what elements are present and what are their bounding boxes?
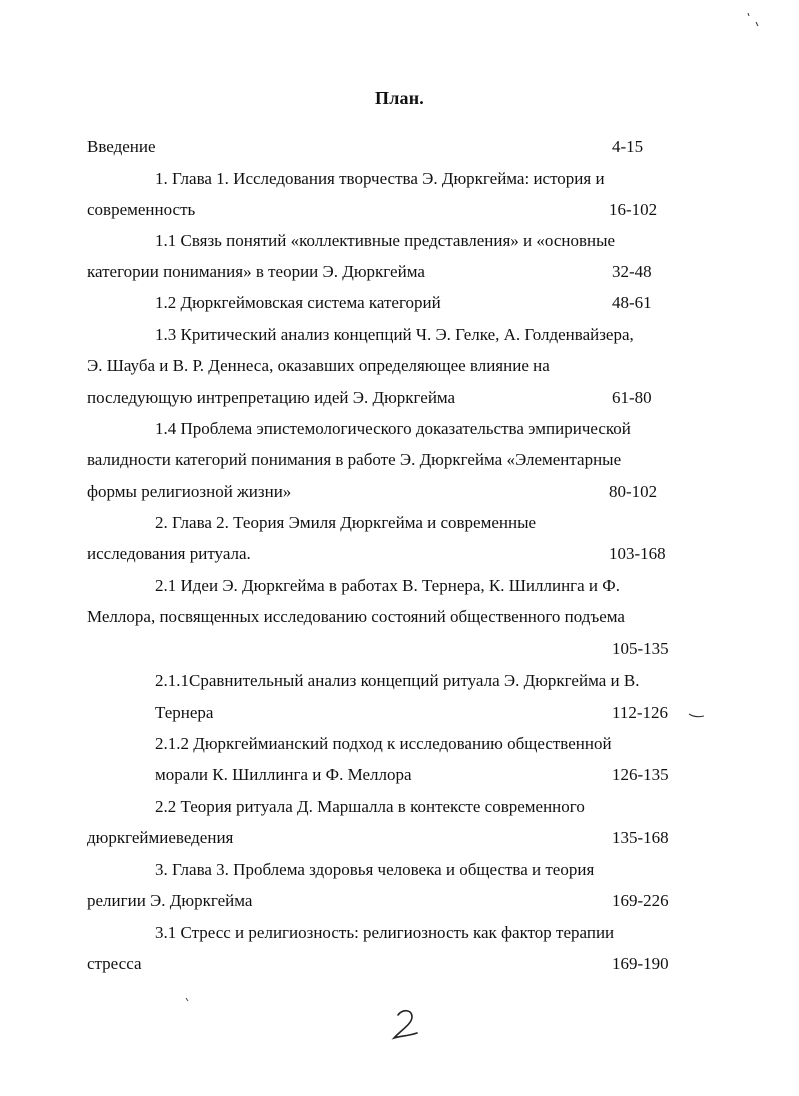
toc-line: категории понимания» в теории Э. Дюркгейма [87, 262, 425, 281]
toc-line: 1.2 Дюркгеймовская система категорий [155, 293, 441, 312]
toc-page-range: 169-190 [612, 954, 669, 973]
toc-page-range: 126-135 [612, 765, 669, 784]
toc-line: Тернера [155, 703, 214, 722]
scan-speck-icon [183, 995, 193, 1005]
toc-line: исследования ритуала. [87, 544, 251, 563]
toc-line: формы религиозной жизни» [87, 482, 292, 501]
toc-line: Введение [87, 137, 156, 156]
toc-page-range: 103-168 [609, 544, 666, 563]
toc-line: последующую интрепретацию идей Э. Дюркгейма [87, 388, 456, 407]
toc-line: Э. Шауба и В. Р. Деннеса, оказавших определяющее влияние на [87, 356, 550, 375]
toc-line: 3. Глава 3. Проблема здоровья человека и общества и теория [155, 860, 595, 879]
scan-speck-icon [744, 10, 764, 30]
toc-line: религии Э. Дюркгейма [87, 891, 253, 910]
toc-line: 1.4 Проблема эпистемологического доказательства эмпирической [155, 419, 631, 438]
toc-line: 2.1.1Сравнительный анализ концепций ритуала Э. Дюркгейма и В. [155, 671, 640, 690]
toc-page-range: 169-226 [612, 891, 669, 910]
toc-line: 1.3 Критический анализ концепций Ч. Э. Гелке, А. Голденвайзера, [155, 325, 634, 344]
toc-page-range: 135-168 [612, 828, 669, 847]
toc-line: дюркгеймиеведения [87, 828, 234, 847]
toc-line: валидности категорий понимания в работе Э. Дюркгейма «Элементарные [87, 450, 622, 469]
pen-stroke-icon [686, 706, 708, 722]
toc-page-range: 105-135 [612, 639, 669, 658]
handwritten-page-number-icon [388, 1005, 422, 1045]
toc-line: 1.1 Связь понятий «коллективные представления» и «основные [155, 231, 616, 250]
toc-line: морали К. Шиллинга и Ф. Меллора [155, 765, 412, 784]
toc-line: современность [87, 200, 196, 219]
toc-page-range: 16-102 [609, 200, 658, 219]
toc-line: 2.1 Идеи Э. Дюркгейма в работах В. Тернера, К. Шиллинга и Ф. [155, 576, 620, 595]
toc-line: 2. Глава 2. Теория Эмиля Дюркгейма и современные [155, 513, 537, 532]
toc-page-range: 32-48 [612, 262, 652, 281]
toc-line: 3.1 Стресс и религиозность: религиозность как фактор терапии [155, 923, 615, 942]
toc-line: 2.2 Теория ритуала Д. Маршалла в контексте современного [155, 797, 585, 816]
toc-line: стресса [87, 954, 142, 973]
page-title: План. [375, 88, 424, 108]
toc-page-range: 80-102 [609, 482, 658, 501]
toc-line: 1. Глава 1. Исследования творчества Э. Дюркгейма: история и [155, 169, 605, 188]
toc-page-range: 112-126 [612, 703, 669, 722]
toc-line: 2.1.2 Дюркгеймианский подход к исследованию общественной [155, 734, 612, 753]
toc-page-range: 4-15 [612, 137, 644, 156]
toc-page-range: 61-80 [612, 388, 652, 407]
toc-line: Меллора, посвященных исследованию состояний общественного подъема [87, 607, 625, 626]
toc-page-range: 48-61 [612, 293, 652, 312]
